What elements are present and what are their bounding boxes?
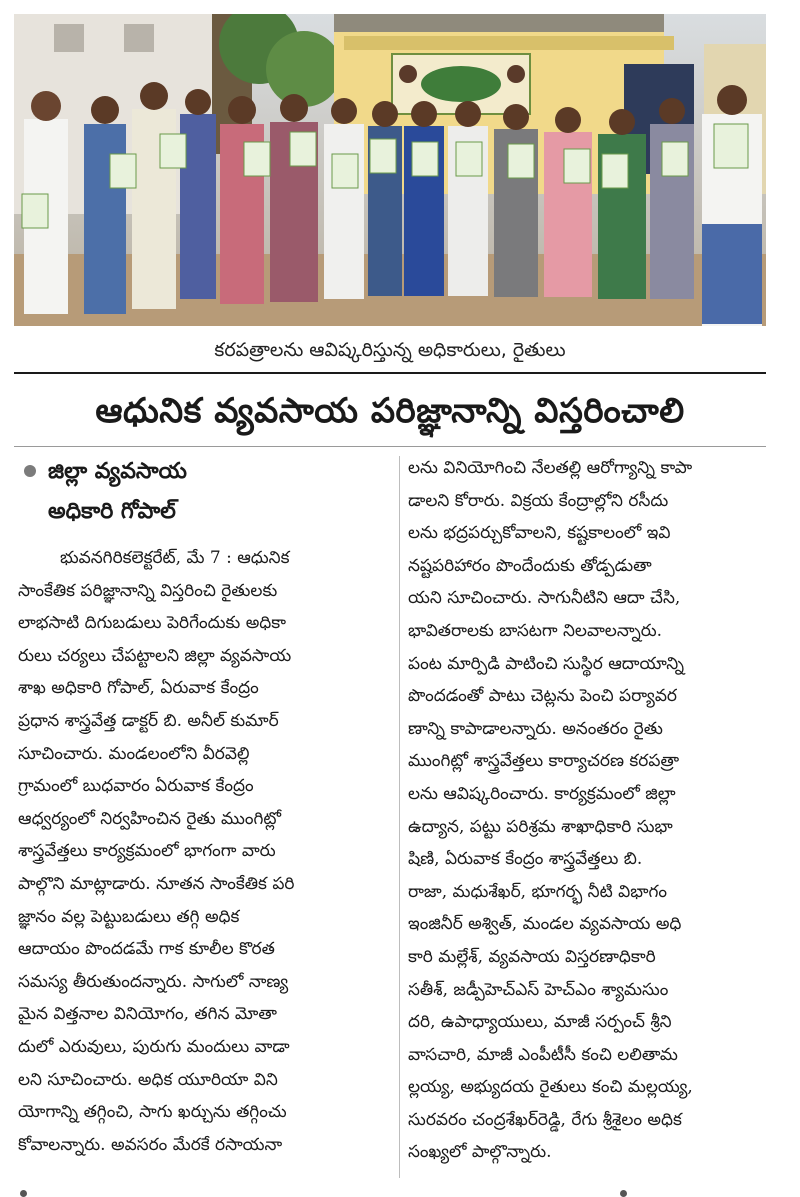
article-column-left xyxy=(18,452,390,1182)
bullet-icon xyxy=(24,465,36,477)
column-divider xyxy=(399,456,400,1178)
article-text-line: ల్లయ్య, అభ్యుదయ రైతులు కంచి మల్లయ్య, xyxy=(408,1077,693,1098)
caption-rule xyxy=(14,372,766,374)
article-body-left xyxy=(18,542,390,1161)
page-dot-left xyxy=(20,1190,27,1197)
article-text-line: లని సూచించారు. అధిక యూరియా విని xyxy=(18,1069,278,1090)
article-text-line: ప్రధాన శాస్త్రవేత్త డాక్టర్ బి. అనీల్ కుమార్ xyxy=(18,710,279,731)
article-text-line: యోగాన్ని తగ్గించి, సాగు ఖర్చును తగ్గించు xyxy=(18,1102,287,1123)
article-text-line: ణాన్ని కాపాడాలన్నారు. అనంతరం రైతు xyxy=(408,718,663,739)
news-photo xyxy=(14,14,766,326)
article-text-line: రాజా, మధుశేఖర్, భూగర్భ నీటి విభాగం xyxy=(408,881,667,902)
article-text-line: నష్టపరిహారం పొందేందుకు తోడ్పడుతా xyxy=(408,555,652,576)
article-text-line: వాసచారి, మాజీ ఎంపీటీసీ కంచి లలితామ xyxy=(408,1044,678,1065)
page-dot-right xyxy=(620,1190,627,1197)
article-text-line: జ్ఞానం వల్ల పెట్టుబడులు తగ్గి అధిక xyxy=(18,906,240,927)
article-text-line: మైన విత్తనాల వినియోగం, తగిన మోతా xyxy=(18,1004,277,1025)
article-text-line: కారి మల్లేశ్, వ్యవసాయ విస్తరణాధికారి xyxy=(408,946,656,967)
headline-rule xyxy=(14,446,766,447)
article-text-line: రులు చర్యలు చేపట్టాలని జిల్లా వ్యవసాయ xyxy=(18,645,292,666)
article-text-line: ఇంజినీర్ అశ్విత్, మండల వ్యవసాయ అధి xyxy=(408,914,682,935)
article-text-line: సంఖ్యలో పాల్గొన్నారు. xyxy=(408,1142,552,1163)
article-text-line: సతీశ్, జడ్పీహెచ్ఎస్ హెచ్ఎం శ్యామసుం xyxy=(408,979,669,1000)
article-text-line: శాఖ అధికారి గోపాల్, ఏరువాక కేంద్రం xyxy=(18,678,259,699)
article-text-line: పొందడంతో పాటు చెట్లను పెంచి పర్యావర xyxy=(408,686,677,707)
article-text-line: సూచించారు. మండలంలోని వీరవెల్లి xyxy=(18,743,250,764)
article-text-line: భువనగిరికలెక్టరేట్, మే 7 : ఆధునిక xyxy=(60,548,290,568)
article-text-line: సమస్య తీరుతుందన్నారు. సాగులో నాణ్య xyxy=(18,971,289,992)
article-text-line: దులో ఎరువులు, పురుగు మందులు వాడా xyxy=(18,1036,290,1057)
article-text-line: డాలని కోరారు. విక్రయ కేంద్రాల్లోని రసీదు xyxy=(408,490,669,511)
article-text-line: లను భద్రపర్చుకోవాలని, కష్టకాలంలో ఇవి xyxy=(408,523,671,544)
article-text-line: షిణి, ఏరువాక కేంద్రం శాస్త్రవేత్తలు బి. xyxy=(408,849,643,870)
article-text-line: సురవరం చంద్రశేఖర్‌రెడ్డి, రేగు శ్రీశైలం అధిక xyxy=(408,1109,682,1130)
article-text-line: యని సూచించారు. సాగునీటిని ఆదా చేసి, xyxy=(408,588,681,609)
subhead-line-1: జిల్లా వ్యవసాయ xyxy=(18,452,390,492)
group-photo-illustration xyxy=(14,14,766,326)
article-text-line: లను ఆవిష్కరించారు. కార్యక్రమంలో జిల్లా xyxy=(408,783,676,804)
article-text-line: లాభసాటి దిగుబడులు పెరిగేందుకు అధికా xyxy=(18,613,287,634)
article-text-line: దరి, ఉపాధ్యాయులు, మాజీ సర్పంచ్ శ్రీని xyxy=(408,1012,672,1033)
article-text-line: లను వినియోగించి నేలతల్లి ఆరోగ్యాన్ని కాపా xyxy=(408,458,693,478)
article-text-line: శాస్త్రవేత్తలు కార్యక్రమంలో భాగంగా వారు xyxy=(18,841,276,862)
article-text-line: భావితరాలకు బాసటగా నిలవాలన్నారు. xyxy=(408,620,663,641)
article-body-right xyxy=(408,452,774,1169)
article-text-line: ఆధ్వర్యంలో నిర్వహించిన రైతు ముంగిట్లో xyxy=(18,808,282,829)
article-text-line: కోవాలన్నారు. అవసరం మేరకే రసాయనా xyxy=(18,1134,283,1155)
article-text-line: సాంకేతిక పరిజ్ఞానాన్ని విస్తరించి రైతులకు xyxy=(18,580,278,601)
photo-caption: కరపత్రాలను ఆవిష్కరిస్తున్న అధికారులు, రైతులు xyxy=(214,339,566,361)
article-text-line: గ్రామంలో బుధవారం ఏరువాక కేంద్రం xyxy=(18,776,254,797)
subhead-line-2: అధికారి గోపాల్ xyxy=(48,499,176,524)
article-text-line: ఆదాయం పొందడమే గాక కూలీల కొరత xyxy=(18,939,275,960)
article-column-right xyxy=(408,452,774,1182)
headline: ఆధునిక వ్యవసాయ పరిజ్ఞానాన్ని విస్తరించాలి xyxy=(95,391,685,431)
article-text-line: పాల్గొని మాట్లాడారు. నూతన సాంకేతిక పరి xyxy=(18,873,295,894)
article-text-line: ముంగిట్లో శాస్త్రవేత్తలు కార్యాచరణ కరపత్రా xyxy=(408,751,680,772)
article-text-line: ఉద్యాన, పట్టు పరిశ్రమ శాఖాధికారి సుభా xyxy=(408,816,673,837)
article-text-line: పంట మార్పిడి పాటించి సుస్థిర ఆదాయాన్ని xyxy=(408,653,685,674)
